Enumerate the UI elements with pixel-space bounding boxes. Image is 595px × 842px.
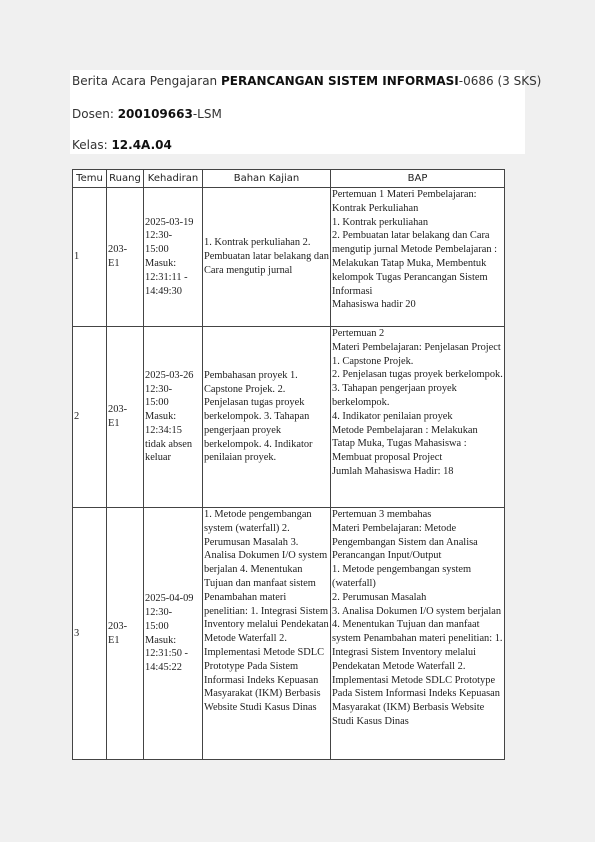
document-header (70, 70, 542, 154)
cell-kehadiran: 2025-03-19 12:30- 15:00 Masuk: 12:31:11 - 14:49:30 (144, 188, 203, 327)
table-row (73, 508, 505, 760)
cell-kehadiran: 2025-03-26 12:30- 15:00 Masuk: 12:34:15 tidak absen keluar (144, 327, 203, 508)
table-row (73, 327, 505, 508)
cell-temu: 3 (73, 508, 107, 760)
cell-temu: 1 (73, 188, 107, 327)
course-title-line (72, 74, 541, 88)
cell-ruang: 203- E1 (107, 188, 144, 327)
cell-bap: Pertemuan 1 Materi Pembelajaran: Kontrak Perkuliahan 1. Kontrak perkuliahan 2. Pembuatan latar belakang dan Cara mengutip jurnal Metode Pembelajaran : Melakukan Tatap Muka, Membentuk kelompok Tugas Perancangan Sistem Informasi Mahasiswa hadir 20 (331, 188, 505, 327)
column-header-temu: Temu (73, 170, 107, 188)
cell-ruang: 203- E1 (107, 508, 144, 760)
column-header-kehadiran: Kehadiran (144, 170, 203, 188)
cell-ruang: 203- E1 (107, 327, 144, 508)
cell-bahan-kajian: 1. Kontrak perkuliahan 2. Pembuatan latar belakang dan Cara mengutip jurnal (203, 188, 331, 327)
cell-bap: Pertemuan 3 membahas Materi Pembelajaran: Metode Pengembangan Sistem dan Analisa Perancangan Input/Output 1. Metode pengembangan system (waterfall) 2. Perumusan Masalah 3. Analisa Dokumen I/O system berjalan 4. Menentukan Tujuan dan manfaat system Penambahan materi penelitian: 1. Integrasi Sistem Inventory melalui Pendekatan Metode Waterfall 2. Implementasi Metode SDLC Prototype Pada Sistem Informasi Indeks Kepuasan Masyarakat (IKM) Berbasis Website Studi Kasus Dinas (331, 508, 505, 760)
column-header-bahan-kajian: Bahan Kajian (203, 170, 331, 188)
lecturer-id: 200109663 (117, 107, 193, 121)
column-header-ruang: Ruang (107, 170, 144, 188)
class-label: Kelas: (72, 138, 112, 152)
title-prefix: Berita Acara Pengajaran (72, 74, 221, 88)
class-line (72, 138, 172, 152)
table-header-row (73, 170, 505, 188)
lecturer-suffix: -LSM (192, 107, 222, 121)
course-code: -0686 (3 SKS) (458, 74, 542, 88)
cell-bap: Pertemuan 2 Materi Pembelajaran: Penjelasan Project 1. Capstone Projek. 2. Penjelasan tugas proyek berkelompok. 3. Tahapan pengerjaan proyek berkelompok. 4. Indikator penilaian proyek Metode Pembelajaran : Melakukan Tatap Muka, Tugas Mahasiswa : Membuat proposal Project Jumlah Mahasiswa Hadir: 18 (331, 327, 505, 508)
lecturer-label: Dosen: (72, 107, 118, 121)
cell-bahan-kajian: Pembahasan proyek 1. Capstone Projek. 2. Penjelasan tugas proyek berkelompok. 3. Tahapan pengerjaan proyek berkelompok. 4. Indikator penilaian proyek. (203, 327, 331, 508)
table-row (73, 188, 505, 327)
course-name: PERANCANGAN SISTEM INFORMASI (220, 74, 459, 88)
cell-temu: 2 (73, 327, 107, 508)
class-code: 12.4A.04 (111, 138, 172, 152)
attendance-table (72, 169, 505, 760)
lecturer-line (72, 107, 222, 121)
column-header-bap: BAP (331, 170, 505, 188)
cell-kehadiran: 2025-04-09 12:30- 15:00 Masuk: 12:31:50 - 14:45:22 (144, 508, 203, 760)
cell-bahan-kajian: 1. Metode pengembangan system (waterfall) 2. Perumusan Masalah 3. Analisa Dokumen I/O system berjalan 4. Menentukan Tujuan dan manfaat sistem Penambahan materi penelitian: 1. Integrasi Sistem Inventory melalui Pendekatan Metode Waterfall 2. Implementasi Metode SDLC Prototype Pada Sistem Informasi Indeks Kepuasan Masyarakat (IKM) Berbasis Website Studi Kasus Dinas (203, 508, 331, 760)
